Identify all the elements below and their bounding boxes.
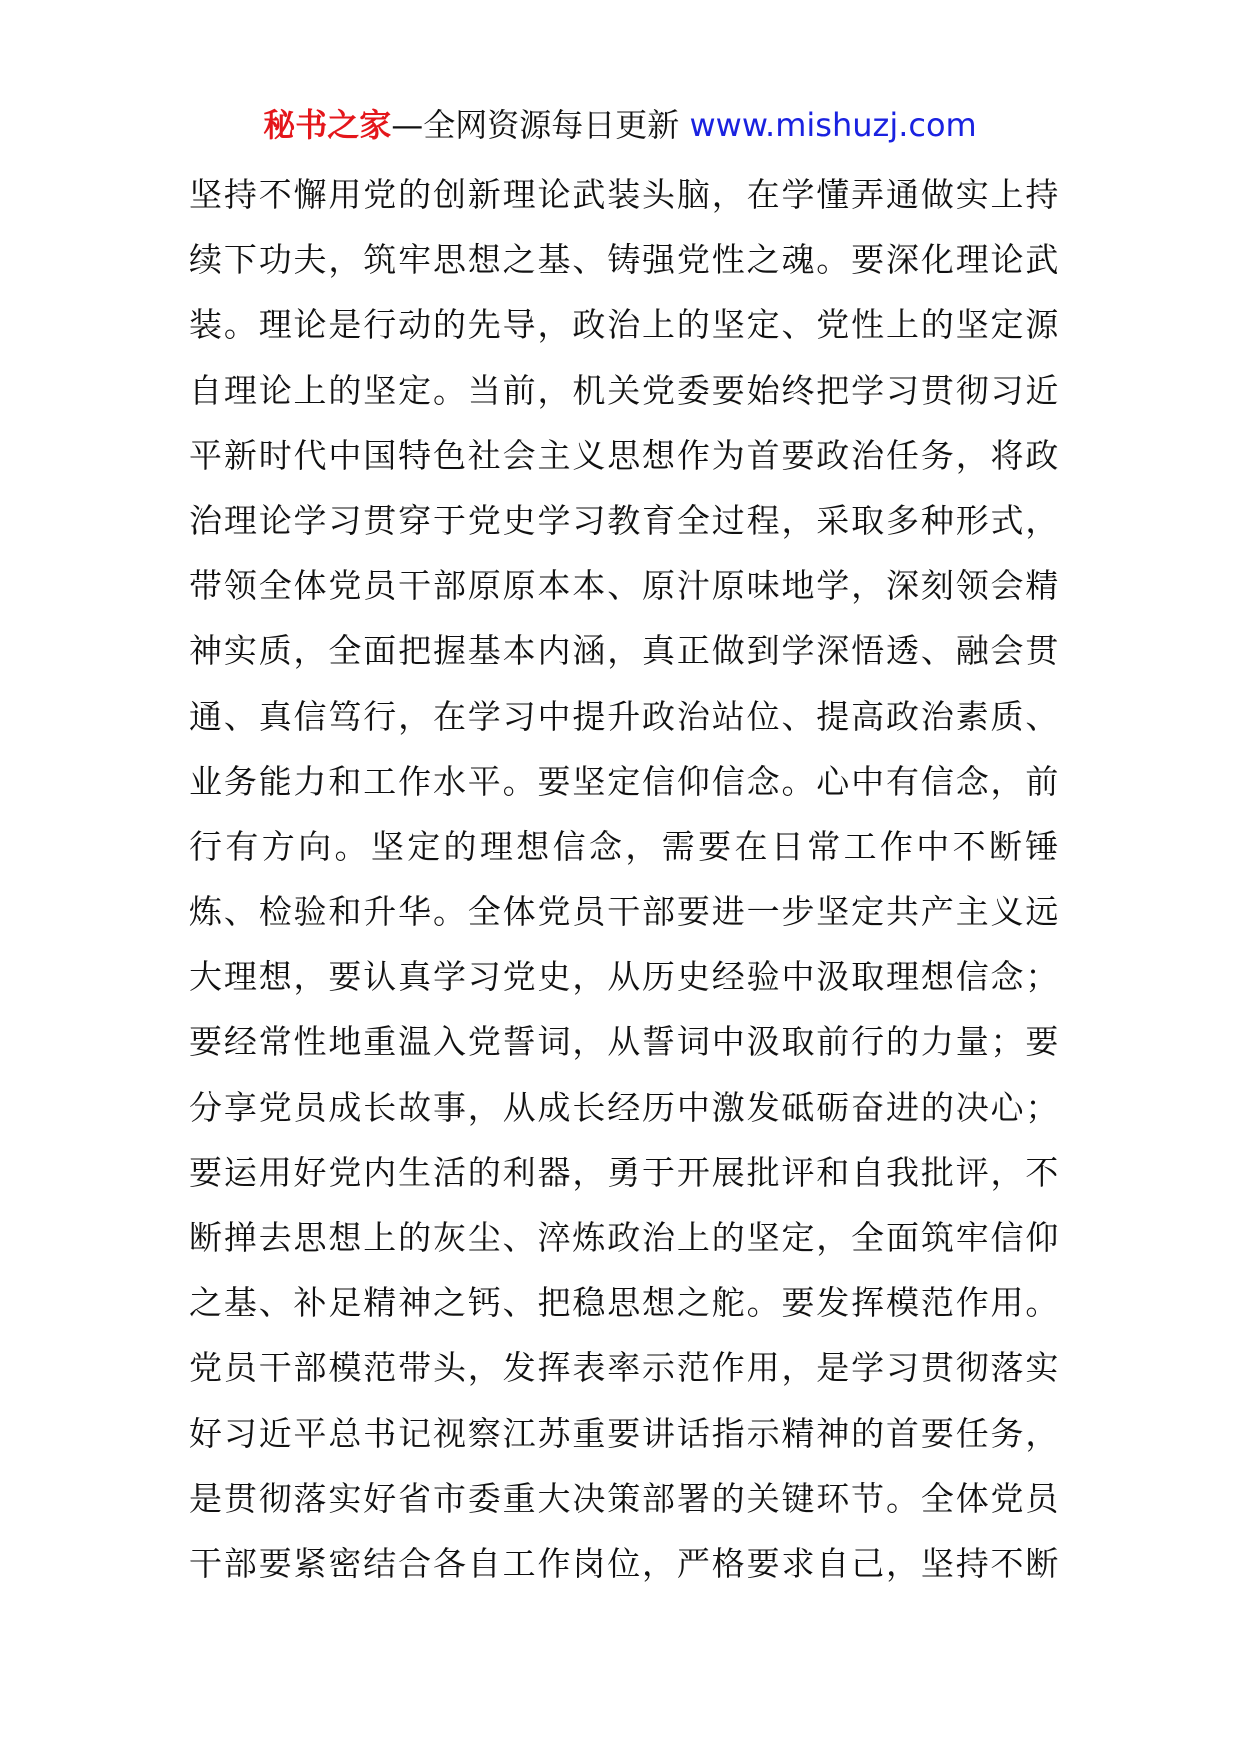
text-line: 是贯彻落实好省市委重大决策部署的关键环节。全体党员 [189, 1478, 1059, 1518]
text-line: 装。理论是行动的先导，政治上的坚定、党性上的坚定源 [189, 305, 1059, 345]
header-url-link[interactable]: www.mishuzj.com [689, 106, 977, 144]
text-line: 干部要紧密结合各自工作岗位，严格要求自己，坚持不断 [189, 1543, 1059, 1583]
text-line: 通、真信笃行，在学习中提升政治站位、提高政治素质、 [189, 696, 1059, 736]
header-slogan: —全网资源每日更新 [391, 106, 680, 144]
text-line: 神实质，全面把握基本内涵，真正做到学深悟透、融会贯 [189, 631, 1059, 671]
text-line: 带领全体党员干部原原本本、原汁原味地学，深刻领会精 [189, 566, 1059, 606]
text-line: 炼、检验和升华。全体党员干部要进一步坚定共产主义远 [189, 892, 1059, 932]
text-line: 坚持不懈用党的创新理论武装头脑，在学懂弄通做实上持 [189, 175, 1059, 214]
text-line: 要经常性地重温入党誓词，从誓词中汲取前行的力量；要 [189, 1022, 1059, 1062]
text-line: 断掸去思想上的灰尘、淬炼政治上的坚定，全面筑牢信仰 [189, 1218, 1059, 1257]
text-line: 之基、补足精神之钙、把稳思想之舵。要发挥模范作用。 [189, 1283, 1059, 1323]
text-line: 大理想，要认真学习党史，从历史经验中汲取理想信念； [189, 957, 1059, 997]
page-header [0, 100, 1240, 150]
text-line: 要运用好党内生活的利器，勇于开展批评和自我批评，不 [189, 1152, 1059, 1192]
text-line: 续下功夫，筑牢思想之基、铸强党性之魂。要深化理论武 [189, 240, 1059, 280]
text-line: 行有方向。坚定的理想信念，需要在日常工作中不断锤 [189, 826, 1059, 866]
text-line: 好习近平总书记视察江苏重要讲话指示精神的首要任务， [189, 1413, 1059, 1453]
text-line: 业务能力和工作水平。要坚定信仰信念。心中有信念，前 [189, 761, 1059, 801]
text-line: 自理论上的坚定。当前，机关党委要始终把学习贯彻习近 [189, 370, 1059, 410]
header-brand: 秘书之家 [263, 106, 392, 144]
text-line: 分享党员成长故事，从成长经历中激发砥砺奋进的决心； [189, 1087, 1059, 1127]
text-line: 党员干部模范带头，发挥表率示范作用，是学习贯彻落实 [189, 1348, 1059, 1388]
body-paragraph [189, 162, 1059, 1596]
text-line: 治理论学习贯穿于党史学习教育全过程，采取多种形式， [189, 500, 1059, 540]
text-line: 平新时代中国特色社会主义思想作为首要政治任务，将政 [189, 435, 1059, 475]
